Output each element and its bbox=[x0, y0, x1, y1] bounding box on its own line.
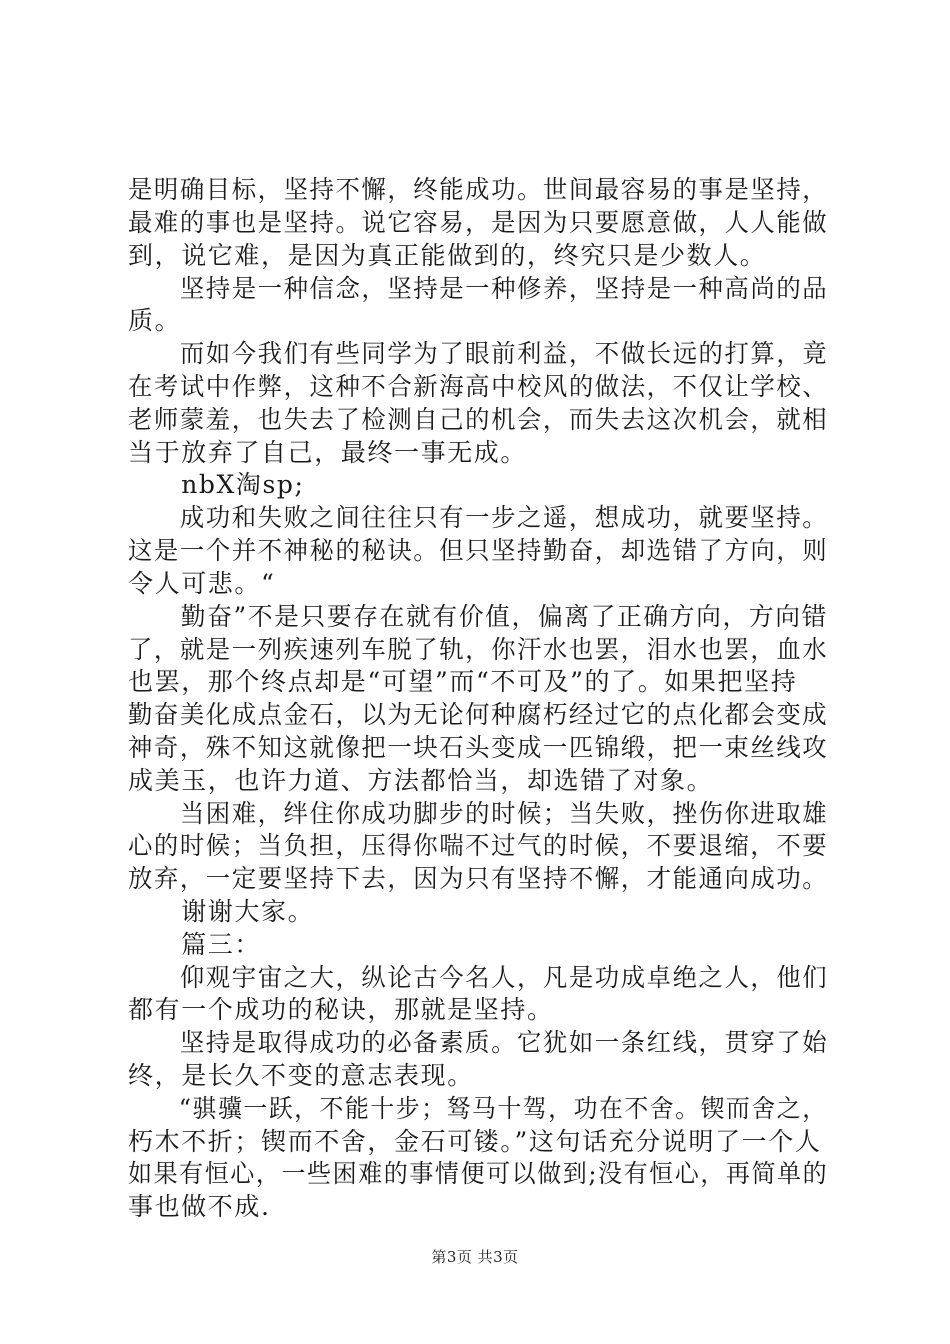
body-line: 勤奋美化成点金石，以为无论何种腐朽经过它的点化都会变成 bbox=[128, 700, 829, 729]
body-line: 成美玉，也许力道、方法都恰当，却选错了对象。 bbox=[128, 766, 714, 795]
body-line: 朽木不折；锲而不舍，金石可镂。”这句话充分说明了一个人 bbox=[128, 1127, 822, 1156]
body-line: 当于放弃了自己，最终一事无成。 bbox=[128, 438, 528, 467]
body-line: 如果有恒心，一些困难的事情便可以做到;没有恒心，再简单的 bbox=[128, 1159, 829, 1188]
body-line: 仰观宇宙之大，纵论古今名人，凡是功成卓绝之人，他们 bbox=[128, 963, 829, 992]
body-line: “骐骥一跃，不能十步；驽马十驾，功在不舍。锲而舍之， bbox=[128, 1094, 828, 1123]
page-number-footer: 第3页 共3页 bbox=[431, 1248, 519, 1266]
body-line: 成功和失败之间往往只有一步之遥，想成功，就要坚持。 bbox=[128, 503, 829, 532]
body-line: 神奇，殊不知这就像把一块石头变成一匹锦缎，把一束丝线攻 bbox=[128, 733, 829, 762]
body-line: 老师蒙羞，也失去了检测自己的机会，而失去这次机会，就相 bbox=[128, 405, 829, 434]
body-line: 到，说它难，是因为真正能做到的，终究只是少数人。 bbox=[128, 241, 767, 270]
body-line: 这是一个并不神秘的秘诀。但只坚持勤奋，却选错了方向，则 bbox=[128, 536, 829, 565]
body-line: 质。 bbox=[128, 306, 182, 335]
body-line: 而如今我们有些同学为了眼前利益，不做长远的打算，竟 bbox=[128, 339, 829, 368]
body-line: 都有一个成功的秘诀，那就是坚持。 bbox=[128, 995, 554, 1024]
body-line: 放弃，一定要坚持下去，因为只有坚持不懈，才能通向成功。 bbox=[128, 864, 829, 893]
body-line: 坚持是取得成功的必备素质。它犹如一条红线，贯穿了始 bbox=[128, 1028, 829, 1057]
body-line: 最难的事也是坚持。说它容易，是因为只要愿意做，人人能做 bbox=[128, 208, 829, 237]
section-heading: 篇三： bbox=[128, 930, 262, 959]
body-line: 终，是长久不变的意志表现。 bbox=[128, 1061, 474, 1090]
body-line: nbX淘sp; bbox=[128, 470, 305, 499]
body-line: 令人可悲。“ bbox=[128, 569, 276, 598]
body-line: 事也做不成. bbox=[128, 1192, 271, 1221]
body-line: 谢谢大家。 bbox=[128, 897, 315, 926]
body-line: 了，就是一列疾速列车脱了轨，你汗水也罢，泪水也罢，血水 bbox=[128, 635, 829, 664]
body-line: 勤奋”不是只要存在就有价值，偏离了正确方向，方向错 bbox=[128, 602, 828, 631]
body-line: 坚持是一种信念，坚持是一种修养，坚持是一种高尚的品 bbox=[128, 274, 829, 303]
body-line: 是明确目标，坚持不懈，终能成功。世间最容易的事是坚持， bbox=[128, 175, 829, 204]
body-line: 在考试中作弊，这种不合新海高中校风的做法，不仅让学校、 bbox=[128, 372, 829, 401]
body-line: 心的时候；当负担，压得你喘不过气的时候，不要退缩，不要 bbox=[128, 831, 829, 860]
body-line: 也罢，那个终点却是“可望”而“不可及”的了。如果把坚持 bbox=[128, 667, 798, 696]
body-line: 当困难，绊住你成功脚步的时候；当失败，挫伤你进取雄 bbox=[128, 799, 829, 828]
